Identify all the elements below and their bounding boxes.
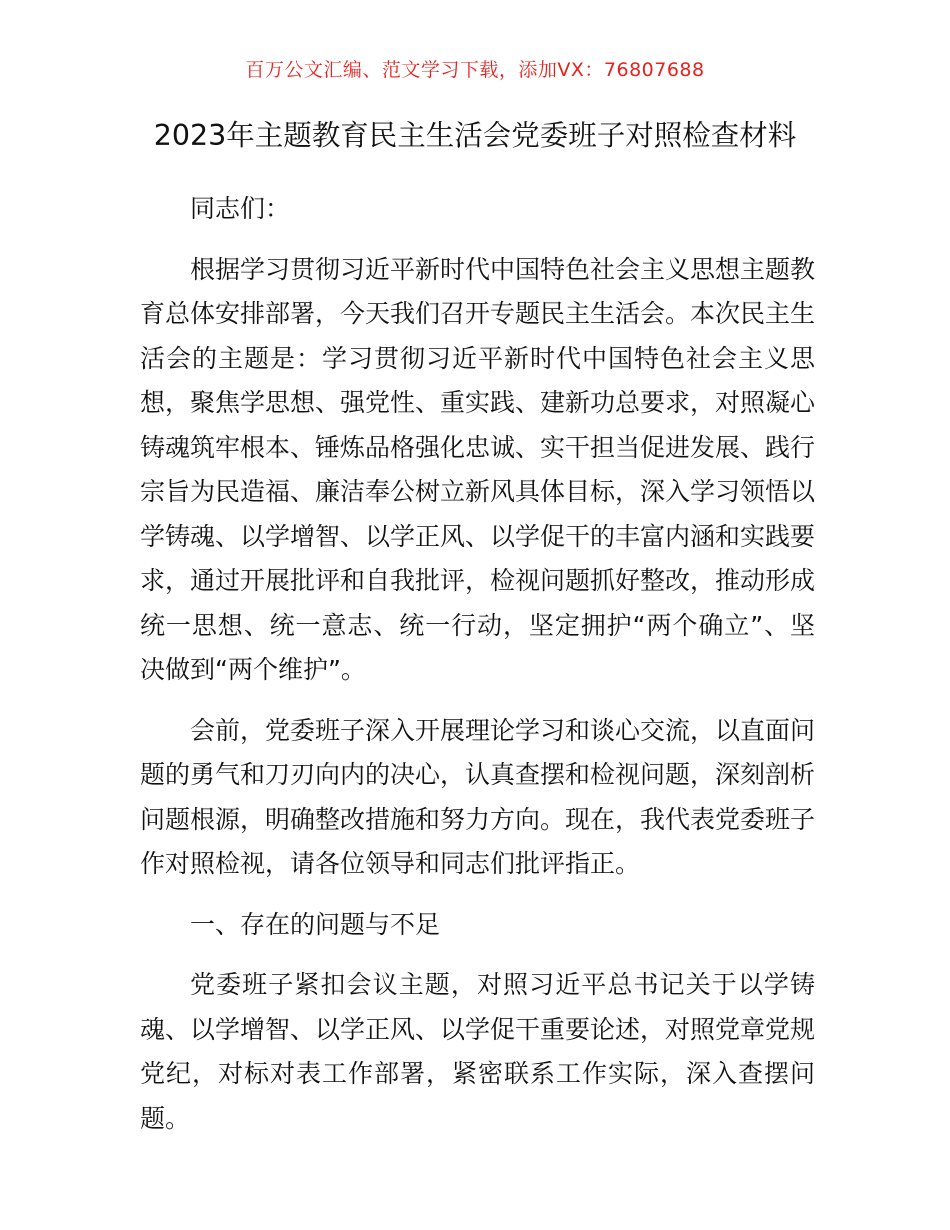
salutation: 同志们： [190,194,291,223]
document-title: 2023年主题教育民主生活会党委班子对照检查材料 [153,119,797,152]
paragraph-meeting: 会前，党委班子深入开展理论学习和谈心交流，以直面问题的勇气和刀刃向内的决心，认真查摆和检视问题，深刻剖析问题根源，明确整改措施和努力方向。现在，我代表党委班子作对照检视，请各位领导和同志们批评指正。 [140,715,816,878]
paragraph-section-body: 党委班子紧扣会议主题，对照习近平总书记关于以学铸魂、以学增智、以学正风、以学促干重要论述，对照党章党规党纪，对标对表工作部署，紧密联系工作实际，深入查摆问题。 [140,970,816,1133]
section-heading: 一、存在的问题与不足 [190,909,441,939]
document-body [140,187,815,1141]
watermark-banner: 百万公文汇编、范文学习下载，添加VX：76807688 [245,59,705,81]
paragraph-intro: 根据学习贯彻习近平新时代中国特色社会主义思想主题教育总体安排部署，今天我们召开专题民主生活会。本次民主生活会的主题是：学习贯彻习近平新时代中国特色社会主义思想，聚焦学思想、强党性、重实践、建新功总要求，对照凝心铸魂筑牢根本、锤炼品格强化忠诚、实干担当促进发展、践行宗旨为民造福、廉洁奉公树立新风具体目标，深入学习领悟以学铸魂、以学增智、以学正风、以学促干的丰富内涵和实践要求，通过开展批评和自我批评，检视问题抓好整改，推动形成统一思想、统一意志、统一行动，坚定拥护“两个确立”、坚决做到“两个维护”。 [140,254,816,684]
